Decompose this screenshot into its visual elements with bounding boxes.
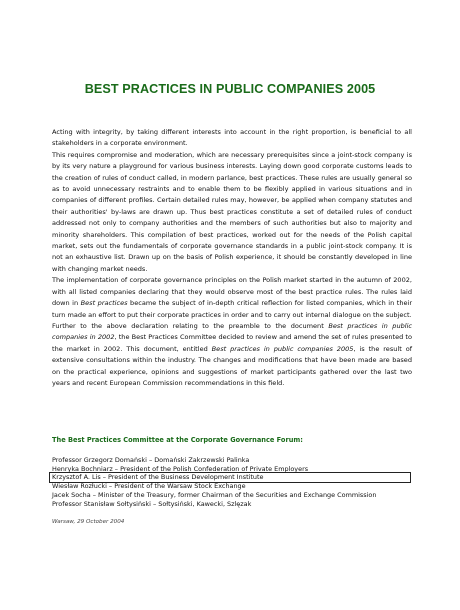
committee-member: Professor Stanisław Sołtysiński – Sołtysiński, Kawecki, Szlęzak (52, 499, 252, 508)
committee-member: Wiesław Rozłucki – President of the Warsaw Stock Exchange (52, 482, 246, 491)
committee-member: Jacek Socha – Minister of the Treasury, former Chairman of the Securities and Exchange Commission (52, 490, 377, 499)
document-title: BEST PRACTICES IN PUBLIC COMPANIES 2005 (84, 82, 376, 96)
committee-member: Henryka Bochniarz – President of the Polish Confederation of Private Employers (52, 464, 309, 473)
paragraph-intro: Acting with integrity, by taking different interests into account in the right proportion, is beneficial to all stakeholders in a corporate environment. (52, 128, 412, 148)
text-run: Further to the above declaration relating to the preamble to the document (52, 321, 329, 330)
document-body (52, 127, 412, 389)
document-reference: Best practices in public companies in 2002 (52, 321, 412, 342)
paragraph-implementation (52, 275, 412, 321)
committee-member: Professor Grzegorz Domański – Domański Zakrzewski Palinka (52, 456, 250, 464)
document-date: Warsaw, 29 October 2004 (52, 519, 125, 525)
committee-member-list (52, 456, 414, 508)
committee-heading: The Best Practices Committee at the Corporate Governance Forum: (52, 436, 303, 444)
text-run: became the subject of in-depth critical reflection for listed companies, which in their turn made an effort to put their corporate practices in order and to carry out internal dialogue on the subject. (52, 299, 413, 319)
paragraph-review (52, 321, 412, 389)
document-reference: Best practices (80, 299, 128, 308)
text-run: The implementation of corporate governance principles on the Polish market started in the autumn of 2002, with all listed companies declaring that they would observe most of the best practice rules. The rules laid down in (52, 276, 412, 308)
text-run: , is the result of extensive consultations within the industry. The changes and modifications that have been made are based on the practical experience, opinions and suggestions of market participants gathered over the last two years and recent European Commission recommendations in this field. (52, 344, 413, 387)
committee-member-selected[interactable]: Krzysztof A. Lis – President of the Business Development Institute (50, 473, 410, 482)
document-reference: Best practices in public companies 2005 (211, 344, 354, 353)
paragraph-compromise: This requires compromise and moderation, which are necessary prerequisites since a joint-stock company is by its very nature a playground for various business interests. Laying down good corporate customs leads to the creation of rules of conduct called, in modern parlance, best practices. These rules are usually general so as to avoid unnecessary restraints and to enable them to be flexibly applied in various situations and in companies of different profiles. Certain detailed rules may, however, be applied when company statutes and their authorities' by-laws are drawn up. Thus best practices constitute a set of detailed rules of conduct addressed not only to company authorities and the members of such authorities but also to majority and minority shareholders. This compilation of best practices, worked out for the needs of the Polish capital market, sets out the fundamentals of corporate governance standards in a public joint-stock company. It is not an exhaustive list. Drawn up on the basis of Polish experience, it should be constantly developed in line with changing market needs. (52, 150, 412, 273)
text-run: , the Best Practices Committee decided to review and amend the set of rules presented to the market in 2002. This document, entitled (52, 333, 412, 353)
